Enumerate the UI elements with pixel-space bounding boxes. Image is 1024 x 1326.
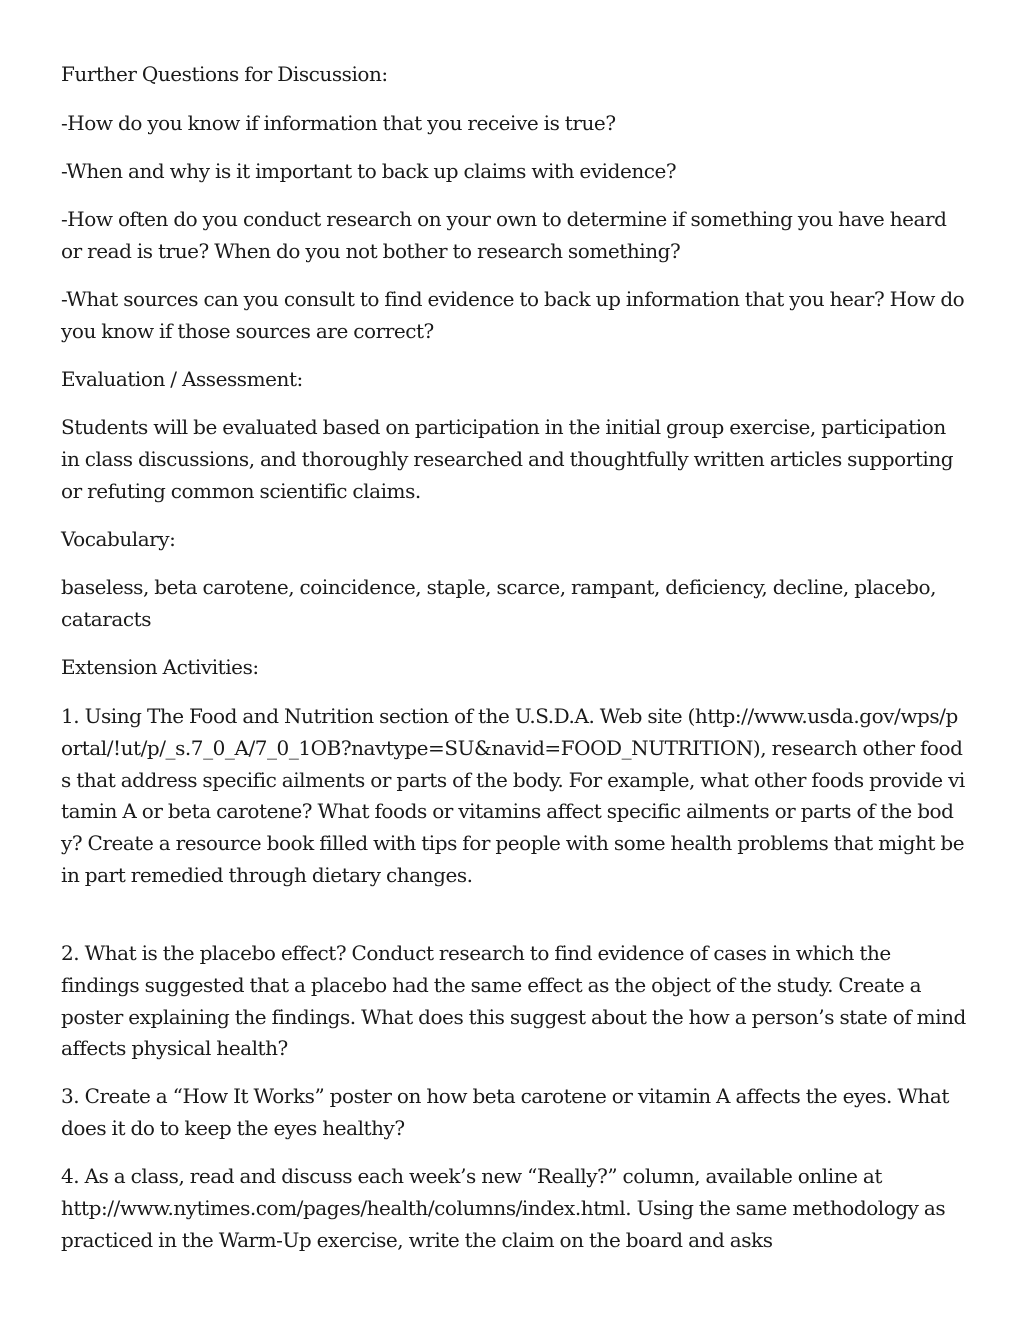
discussion-heading: Further Questions for Discussion: — [61, 62, 388, 86]
vocabulary-list: baseless, beta carotene, coincidence, staple, scarce, rampant, deficiency, decline, placebo, cataracts — [61, 575, 936, 631]
extension-activity: 3. Create a “How It Works” poster on how beta carotene or vitamin A affects the eyes. What does it do to keep the eyes healthy? — [61, 1084, 949, 1140]
extension-activity: 2. What is the placebo effect? Conduct research to find evidence of cases in which the findings suggested that a placebo had the same effect as the object of the study. Create a poster explaining the findings. What does this suggest about the how a person’s state of mind affects physical health? — [61, 941, 966, 1061]
evaluation-heading: Evaluation / Assessment: — [61, 367, 303, 391]
vocabulary-heading: Vocabulary: — [61, 527, 176, 551]
discussion-question: -What sources can you consult to find evidence to back up information that you hear? How do you know if those sources are correct? — [61, 287, 965, 343]
evaluation-text: Students will be evaluated based on participation in the initial group exercise, participation in class discussions, and thoroughly researched and thoughtfully written articles supporting or refuting common scientific claims. — [61, 415, 954, 503]
extension-activity: 4. As a class, read and discuss each week’s new “Really?” column, available online at http://www.nytimes.com/pages/health/columns/index.html. Using the same methodology as practiced in the Warm-Up exercise, write the claim on the board and asks — [61, 1164, 946, 1252]
extension-activity: 1. Using The Food and Nutrition section of the U.S.D.A. Web site (http://www.usda.gov/wps/portal/!ut/p/_s.7_0_A/7_0_1OB?navtype=SU&navid=FOOD_NUTRITION), research other foods that address specific ailments or parts of the body. For example, what other foods provide vitamin A or beta carotene? What foods or vitamins affect specific ailments or parts of the body? Create a resource book filled with tips for people with some health problems that might be in part remedied through dietary changes. — [61, 704, 965, 887]
discussion-question: -When and why is it important to back up claims with evidence? — [61, 159, 677, 183]
extension-heading: Extension Activities: — [61, 655, 259, 679]
discussion-question: -How often do you conduct research on your own to determine if something you have heard or read is true? When do you not bother to research something? — [61, 207, 947, 263]
discussion-question: -How do you know if information that you receive is true? — [61, 111, 616, 135]
